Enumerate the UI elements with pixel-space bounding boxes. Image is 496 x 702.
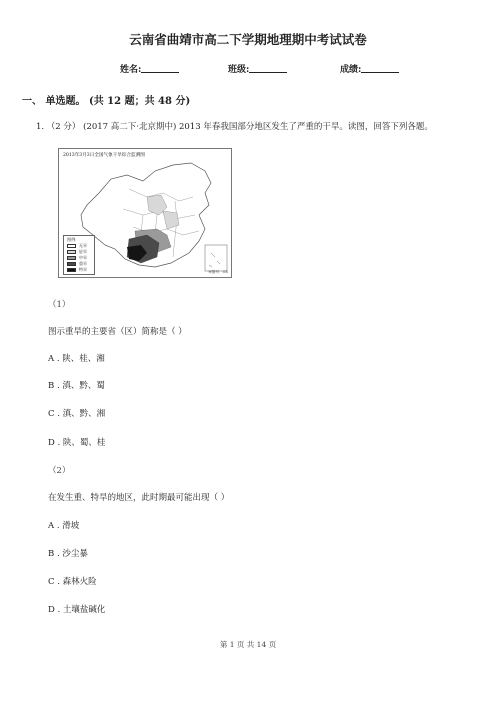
legend-label-severe: 重旱 [79, 261, 87, 266]
sub-question-2-option-c[interactable]: C . 森林火险 [48, 577, 97, 587]
page-footer: 第 1 页 共 14 页 [219, 640, 277, 649]
sub-question-2-option-a[interactable]: A . 滑坡 [48, 521, 80, 531]
map-title: 2013年3月3日全国气象干旱综合监测图 [63, 153, 145, 158]
sub-question-1-option-d[interactable]: D . 陕、蜀、桂 [48, 438, 106, 448]
class-field [228, 62, 287, 75]
sub-question-1-option-b[interactable]: B . 滇、黔、蜀 [48, 381, 105, 391]
legend-label-light: 轻旱 [79, 249, 87, 254]
sub-question-2-number: （2） [48, 466, 71, 476]
score-label: 成绩: [340, 65, 362, 75]
legend-row-extreme [67, 268, 93, 273]
legend-label-moderate: 中旱 [79, 255, 87, 260]
class-blank [249, 63, 287, 73]
section-heading: 一、 单选题。 (共 12 题；共 48 分) [22, 96, 191, 107]
drought-map-figure [58, 148, 232, 278]
sub-question-1-option-c[interactable]: C . 滇、黔、湘 [48, 409, 106, 419]
name-field [120, 62, 179, 75]
map-approval-note: 审图号：GS [208, 270, 228, 274]
sub-question-2-prompt: 在发生重、特旱的地区，此时期最可能出现（ ） [48, 493, 230, 503]
legend-swatch-severe [67, 262, 76, 266]
score-blank [361, 63, 399, 73]
sub-question-2-option-b[interactable]: B . 沙尘暴 [48, 549, 88, 559]
score-field [340, 62, 399, 75]
sub-question-2-option-d[interactable]: D . 土壤盐碱化 [48, 605, 106, 615]
legend-swatch-moderate [67, 256, 76, 260]
legend-label-extreme: 特旱 [79, 267, 87, 272]
name-blank [141, 63, 179, 73]
question-1-stem: 1. （2 分） (2017 高二下·北京期中) 2013 年春我国部分地区发生了严重的干旱。读图，回答下列各题。 [36, 122, 433, 132]
legend-label-none: 无旱 [79, 243, 87, 248]
exam-title: 云南省曲靖市高二下学期地理期中考试试卷 [129, 32, 367, 47]
map-legend [63, 235, 95, 275]
legend-swatch-light [67, 250, 76, 254]
sub-question-1-number: （1） [48, 300, 71, 310]
name-label: 姓名: [120, 65, 142, 75]
legend-swatch-none [67, 244, 76, 248]
legend-swatch-extreme [67, 268, 76, 272]
south-sea-inset [205, 245, 227, 271]
sub-question-1-option-a[interactable]: A . 陕、桂、湘 [48, 354, 105, 364]
legend-title: 图例 [67, 237, 76, 242]
class-label: 班级: [228, 65, 250, 75]
sub-question-1-prompt: 图示重旱的主要省（区）简称是（ ） [48, 327, 187, 337]
